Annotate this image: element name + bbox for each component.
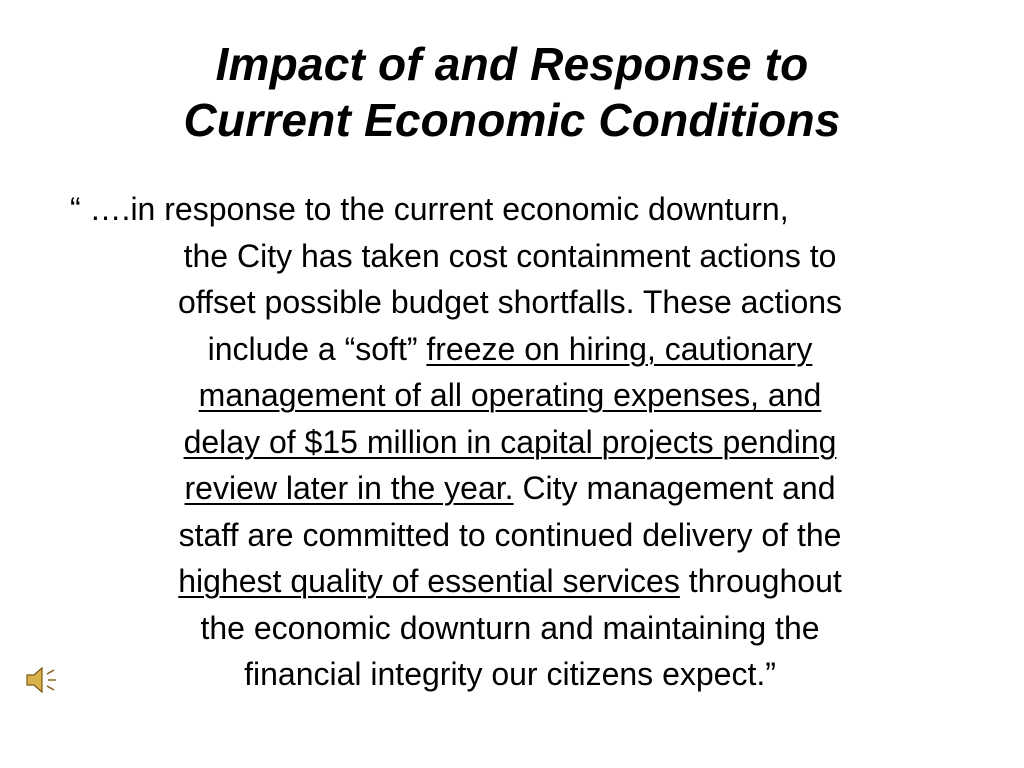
quote-line-9-underlined: highest quality of essential services: [178, 563, 680, 599]
quote-line-7-plain: City management and: [513, 470, 836, 506]
slide-title-line-1: Impact of and Response to: [215, 38, 809, 90]
quote-line-5-underlined: management of all operating expenses, and: [198, 377, 822, 413]
speaker-icon-graphic: [24, 664, 60, 696]
quote-line-8: staff are committed to continued delivery of the: [178, 516, 842, 553]
sound-wave-1: [47, 670, 54, 674]
slide-title-line-2: Current Economic Conditions: [183, 94, 841, 146]
slide-title: [40, 36, 984, 148]
sound-wave-3: [47, 686, 54, 690]
quote-line-7: [70, 465, 950, 512]
quote-line-11: financial integrity our citizens expect.”: [244, 656, 776, 692]
quote-line-6: [70, 419, 950, 466]
quote-line-4-underlined: freeze on hiring, cautionary: [426, 330, 813, 367]
quote-line-5: [70, 372, 950, 419]
quote-line-9-plain: throughout: [679, 563, 842, 599]
quote-line-1: “ ….in response to the current economic downturn,: [70, 191, 789, 227]
quote-line-7-underlined: review later in the year.: [184, 470, 514, 506]
quote-line-10: the economic downturn and maintaining the: [200, 609, 820, 646]
quote-line-2: the City has taken cost containment actions to: [183, 237, 837, 274]
speaker-body: [27, 668, 42, 692]
quote-line-9: [70, 558, 950, 605]
speaker-icon[interactable]: [24, 664, 60, 696]
quote-block: [70, 186, 950, 698]
quote-line-4: [70, 326, 950, 373]
quote-line-3: offset possible budget shortfalls. These actions: [177, 284, 843, 320]
quote-line-6-underlined: delay of $15 million in capital projects pending: [183, 423, 837, 460]
quote-line-4-plain: include a “soft”: [207, 330, 427, 367]
